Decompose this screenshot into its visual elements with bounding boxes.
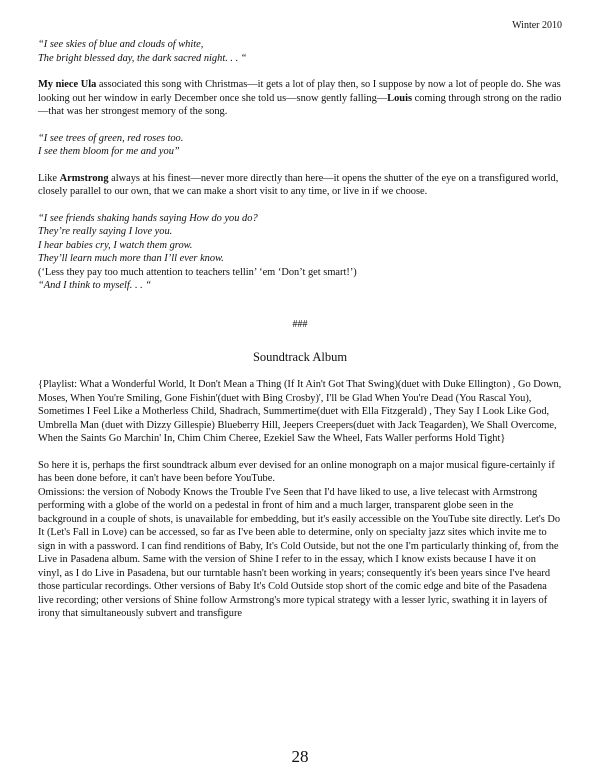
quote-line: “And I think to myself. . . “ — [38, 280, 152, 292]
quote-line: The bright blessed day, the dark sacred night. . . “ — [38, 52, 247, 64]
quote-line: “I see friends shaking hands saying How do you do? — [38, 212, 258, 224]
lyric-quote-2 — [38, 132, 562, 159]
running-header: Winter 2010 — [512, 20, 562, 31]
quote-line: They’re really saying I love you. — [38, 226, 173, 238]
bold-name: My niece Ula — [38, 79, 97, 91]
bold-name: Armstrong — [59, 172, 109, 184]
quote-aside: (‘Less they pay too much attention to teachers tellin’ ‘em ‘Don’t get smart!’) — [38, 266, 357, 278]
paragraph-omissions: Omissions: the version of Nobody Knows the Trouble I've Seen that I'd have liked to use, a live telecast with Armstrong performing with a globe of the world on a pedestal in front of him and a much larger, transparent globe seen in the background in a couple of shots, is unavailable for embedding, but it's easily accessible on the YouTube site directly. Let's Do It (Let's Fall in Love) can be accessed, so far as I've been able to determine, only on specialty jazz sites which invite me to sign in with a password. I can find renditions of Baby, It's Cold Outside, but not the one I'm particularly thinking of, from the Live in Pasadena album. Same with the version of Shine I refer to in the essay, which I know exists because I have it on vinyl, as I do Live in Pasadena, but our turntable hasn't been working in years; consequently it's been years since I've heard those particular recordings. Other versions of Baby It's Cold Outside stop short of the comic edge and bite of the Pasadena live recording; other versions of Shine follow Armstrong's more typical strategy with a lesser lyric, swathing it in layers of irony that simultaneously subvert and transfigure — [38, 486, 561, 620]
page-content — [38, 38, 562, 621]
lyric-quote-1 — [38, 38, 562, 65]
quote-line: I see them bloom for me and you” — [38, 146, 180, 158]
quote-line: They’ll learn much more than I’ll ever know. — [38, 253, 224, 265]
paragraph-niece: My niece Ula associated this song with Christmas—it gets a lot of play then, so I suppose by now a lot of people do. She was looking out her window in early December once she told us—snow gently falling—Louis coming through strong on the radio—that was her strongest memory of the song. — [38, 79, 562, 118]
section-title: Soundtrack Album — [252, 349, 348, 364]
quote-line: “I see trees of green, red roses too. — [38, 132, 184, 144]
paragraph-armstrong: Like Armstrong always at his finest—never more directly than here—it opens the shutter of the eye on a transfigured world, closely parallel to our own, that we can make a short visit to any time, or live in if we choose. — [38, 172, 559, 198]
bold-name: Louis — [387, 92, 413, 104]
playlist-paragraph: {Playlist: What a Wonderful World, It Don't Mean a Thing (If It Ain't Got That Swing)(duet with Duke Ellington) , Go Down, Moses, When You're Smiling, Gone Fishin'(duet with Bing Crosby)', I'll be Glad When You're Dead (You Rascal You), Sometimes I Feel Like a Motherless Child, Shadrach, Summertime(duet with Ella Fitzgerald) , They Say I Look Like God, Umbrella Man (duet with Dizzy Gillespie) Blueberry Hill, Jeepers Creepers(duet with Jack Teagarden), We Shall Overcome, When the Saints Go Marchin' In, Chim Chim Cheree, Ezekiel Saw the Wheel, Fats Waller performs Hold Tight} — [38, 378, 562, 445]
paragraph-soundtrack: So here it is, perhaps the first soundtrack album ever devised for an online monograph on a major musical figure-certainly if has been done before, it can't have been before YouTube. — [38, 459, 555, 485]
page-number: 28 — [291, 747, 309, 766]
lyric-quote-3 — [38, 212, 562, 293]
section-separator: ### — [292, 318, 308, 330]
quote-line: I hear babies cry, I watch them grow. — [38, 239, 193, 251]
quote-line: “I see skies of blue and clouds of white, — [38, 39, 204, 50]
